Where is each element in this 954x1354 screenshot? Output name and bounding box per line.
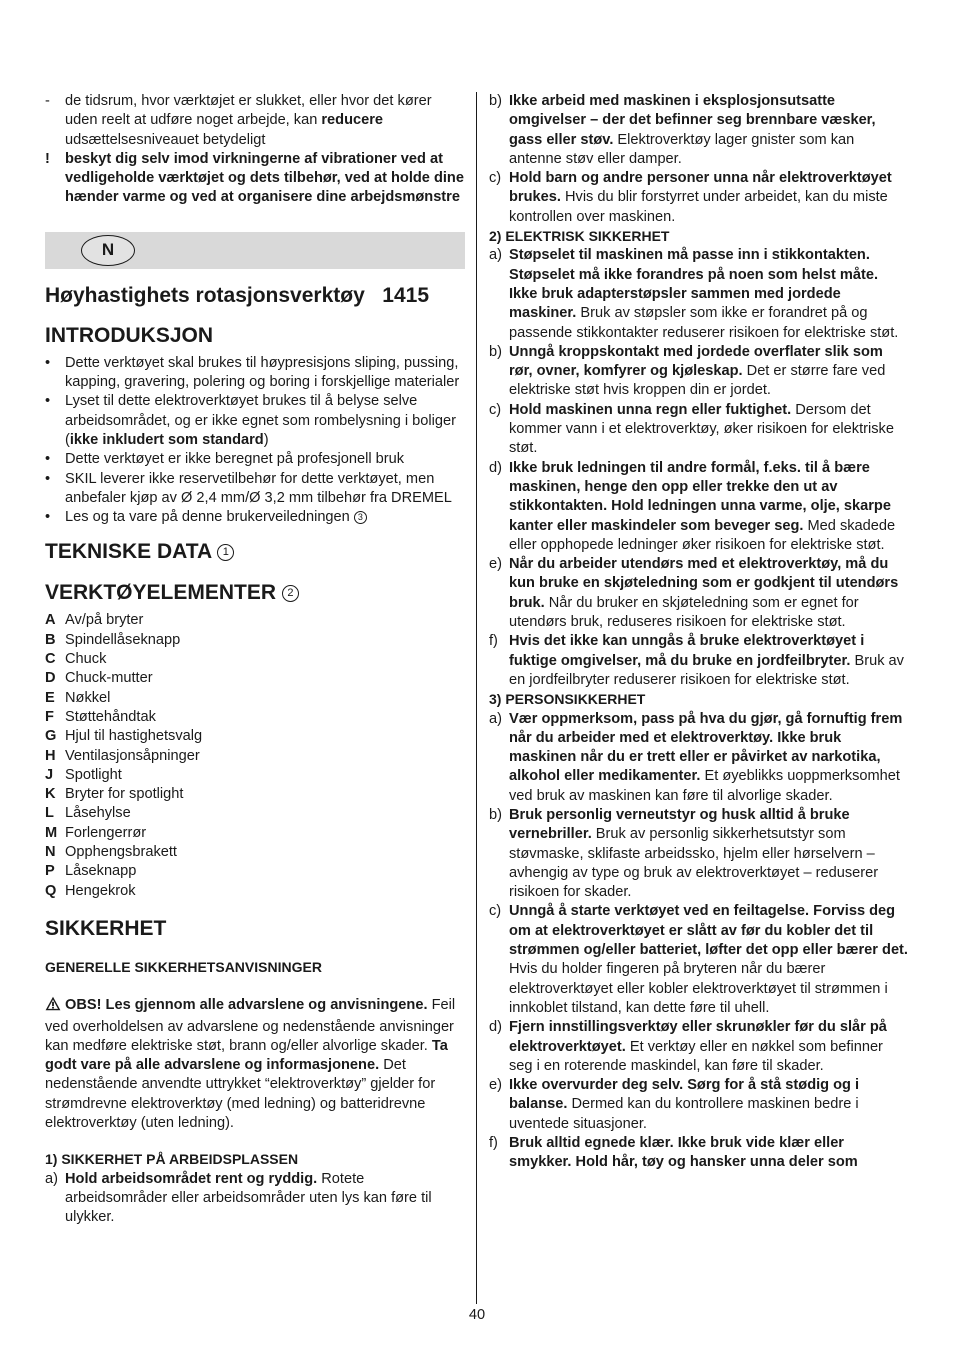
list-item	[489, 459, 909, 555]
list-item-text	[509, 459, 909, 555]
text-run: Dette verktøyet er ikke beregnet på profesjonell bruk	[65, 451, 405, 468]
tool-part-item	[45, 669, 465, 688]
bold-text-run: Når du arbeider utendørs med et elektroverktøy, må du kun bruke en skjøteledning som er godkjent til utendørs bruk.	[509, 556, 899, 611]
tool-part-item	[45, 862, 465, 881]
text-run: Hvis du holder fingeren på bryteren når du bærer elektroverktøyet eller kobler elektroverktøyet til strømmen i innkoblet tilstand, kan dette føre til uhell.	[509, 961, 888, 1016]
introduksjon-heading: INTRODUKSJON	[45, 323, 214, 347]
list-marker: a)	[489, 247, 502, 264]
tool-part-key: K	[45, 786, 56, 803]
section1-items-left	[45, 1170, 465, 1228]
list-item	[489, 169, 909, 227]
bold-text-run: Ikke overvurder deg selv. Sørg for å stå stødig og i balanse.	[509, 1077, 860, 1113]
list-item	[489, 343, 909, 401]
text-run: Med skadede eller opphopede ledninger øker risikoen for elektriske støt.	[509, 517, 896, 553]
tool-part-key: L	[45, 805, 54, 822]
list-item	[489, 1134, 909, 1173]
list-item	[45, 92, 465, 150]
bold-text-run: Vær oppmerksom, pass på hva du gjør, gå fornuftig frem når du arbeider med et elektroverktøy. Ikke bruk maskinen når du er trett eller er påvirket av narkotika, alkohol eller medikamenter.	[509, 710, 903, 785]
list-marker: a)	[45, 1170, 58, 1187]
text-run: )	[263, 431, 269, 448]
section2-items	[489, 246, 909, 690]
text-run: Bruk av støpsler som ikke er forandret på og passende stikkontakter reduserer risikoen for elektriske støt.	[509, 305, 899, 341]
tool-part-key: B	[45, 631, 56, 648]
figure-ref-3: 3	[354, 511, 367, 524]
tool-part-label: Bryter for spotlight	[65, 786, 184, 803]
text-run: udsættelsesniveauet betydeligt	[65, 131, 266, 148]
bold-text-run: Hold barn og andre personer unna når elektroverktøyet brukes.	[509, 170, 892, 206]
list-marker: b)	[489, 806, 502, 823]
section2-heading: 2) ELEKTRISK SIKKERHET	[489, 228, 670, 245]
warning-triangle-icon	[45, 996, 61, 1017]
language-banner	[45, 232, 465, 269]
bold-text-run: Hold arbeidsområdet rent og ryddig.	[65, 1170, 318, 1187]
list-marker: c)	[489, 170, 502, 187]
bold-text-run: OBS! Les gjennom alle advarslene og anvisningene.	[65, 997, 428, 1014]
list-item	[489, 1018, 909, 1076]
list-marker: f)	[489, 1135, 498, 1152]
text-run: Dermed kan du kontrollere maskinen bedre i uventede situasjoner.	[509, 1096, 859, 1132]
product-number: 1415	[382, 283, 429, 307]
tool-part-label: Opphengsbrakett	[65, 844, 177, 861]
tool-part-label: Chuck	[65, 651, 107, 668]
section1-items-right	[489, 92, 909, 227]
text-run: Rotete arbeidsområder eller arbeidsområder uten lys kan føre til ulykker.	[65, 1170, 432, 1226]
product-title	[45, 283, 465, 309]
tool-part-key: H	[45, 747, 56, 764]
list-marker: •	[45, 354, 51, 371]
list-item	[45, 150, 465, 208]
list-item-text	[509, 246, 909, 342]
tool-part-key: G	[45, 728, 57, 745]
text-run: Lyset til dette elektroverktøyet brukes til å belyse selve arbeidsområdet, og er ikke egnet som rombelysning i boliger (	[65, 393, 456, 448]
text-run: de tidsrum, hvor værktøjet er slukket, eller hvor det kører uden reelt at udføre noget arbejde, kan	[65, 93, 432, 129]
text-run: Det er større fare ved elektriske støt hvis kroppen din er jordet.	[509, 363, 886, 399]
text-run: Når du bruker en skjøteledning som er egnet for utendørs bruk, reduseres risikoen for elektriske støt.	[509, 594, 859, 631]
tool-part-label: Støttehåndtak	[65, 708, 156, 725]
tool-part-label: Spindellåseknapp	[65, 631, 181, 648]
text-run: Dersom det kommer vann i et elektroverktøy, øker risikoen for elektriske støt.	[509, 401, 894, 457]
list-item	[489, 555, 909, 632]
text-run: Elektroverktøy lager gnister som kan antenne støv eller damper.	[509, 131, 855, 167]
bold-text-run: Ikke bruk ledningen til andre formål, f.eks. til å bære maskinen, henge den opp eller trekke den ut av stikkontakten. Hold ledningen unna varme, olje, skarpe kanter eller maskindeler som beveger seg.	[509, 459, 891, 534]
tool-part-key: C	[45, 651, 56, 668]
list-item-text	[509, 343, 909, 401]
tool-part-key: A	[45, 612, 56, 629]
list-item-text	[65, 508, 465, 527]
list-item-text	[509, 806, 909, 902]
list-item	[489, 632, 909, 690]
tool-part-label: Låsehylse	[65, 805, 131, 822]
list-marker: •	[45, 509, 51, 526]
tool-part-label: Hengekrok	[65, 882, 136, 899]
tool-part-key: Q	[45, 882, 57, 899]
bold-text-run: Unngå kroppskontakt med jordede overflater slik som rør, ovner, komfyrer og kjøleskap.	[509, 343, 883, 380]
list-item	[45, 450, 465, 469]
intro-items-list	[45, 92, 465, 208]
list-item	[489, 246, 909, 342]
tool-part-label: Låseknapp	[65, 863, 137, 880]
list-marker: -	[45, 93, 50, 109]
list-item-text	[65, 450, 465, 469]
bold-text-run: Hvis det ikke kan unngås å bruke elektroverktøyet i fuktige omgivelser, må du bruke en jordfeilbryter.	[509, 633, 865, 669]
left-column	[45, 92, 465, 1227]
section3-heading: 3) PERSONSIKKERHET	[489, 691, 646, 708]
tool-part-key: M	[45, 824, 58, 841]
list-item	[489, 902, 909, 1018]
text-run: Det nedenstående anvendte uttrykket “elektroverktøy” gjelder for strømdrevne elektroverktøy (med ledning) og batteridrevne elektroverktøy (uten ledning).	[45, 1057, 436, 1131]
text-run: SKIL leverer ikke reservetilbehør for dette verktøyet, men anbefaler kjøp av Ø 2,4 mm/Ø 3,2 mm tilbehør fra DREMEL	[65, 470, 452, 506]
section1-heading: 1) SIKKERHET PÅ ARBEIDSPLASSEN	[45, 1151, 299, 1168]
warning-text	[45, 997, 455, 1131]
list-item-text	[65, 150, 465, 208]
list-marker: f)	[489, 633, 498, 650]
tool-part-item	[45, 785, 465, 804]
list-item	[45, 1170, 465, 1228]
tool-part-key: J	[45, 766, 54, 783]
tekniske-data-heading	[45, 539, 465, 565]
tool-part-item	[45, 843, 465, 862]
list-item	[489, 806, 909, 902]
sikkerhet-heading: SIKKERHET	[45, 916, 167, 940]
tool-part-key: D	[45, 670, 56, 687]
list-marker: •	[45, 393, 51, 410]
text-run: Feil ved overholdelsen av advarslene og nedenstående anvisninger kan medføre elektriske støt, brann og/eller alvorlige skader.	[45, 997, 456, 1054]
tool-part-label: Spotlight	[65, 766, 122, 783]
tool-part-item	[45, 824, 465, 843]
list-item-text	[509, 1018, 909, 1076]
tool-parts-list	[45, 611, 465, 900]
text-run: Hvis du blir forstyrret under arbeidet, kan du miste kontrollen over maskinen.	[509, 189, 888, 225]
tool-part-label: Hjul til hastighetsvalg	[65, 728, 203, 745]
tool-part-item	[45, 727, 465, 746]
list-marker: •	[45, 470, 51, 487]
tool-part-item	[45, 747, 465, 766]
list-item-text	[509, 632, 909, 690]
list-item-text	[509, 169, 909, 227]
tool-part-item	[45, 804, 465, 823]
tool-part-item	[45, 689, 465, 708]
list-item	[45, 508, 465, 527]
introduksjon-list	[45, 354, 465, 528]
right-column	[489, 92, 909, 1173]
list-item-text	[65, 354, 465, 393]
figure-ref-1: 1	[217, 544, 234, 561]
page-number: 40	[468, 1307, 486, 1323]
list-item-text	[509, 92, 909, 169]
list-item-text	[509, 710, 909, 806]
bold-text-run: Ta godt vare på alle advarslene og informasjonene.	[45, 1037, 448, 1074]
list-item-text	[509, 1076, 909, 1134]
product-title-text: Høyhastighets rotasjonsverktøy	[45, 283, 365, 307]
tool-part-label: Forlengerrør	[65, 824, 147, 841]
tool-part-item	[45, 882, 465, 901]
column-divider	[476, 92, 477, 1304]
text-run: Les og ta vare på denne brukerveiledningen	[65, 509, 350, 526]
tool-part-label: Nøkkel	[65, 689, 111, 706]
text-run: Bruk av personlig sikkerhetsutstyr som støvmaske, sklifaste arbeidssko, hjelm eller hørselvern – avhengig av type og bruk av elektroverktøyet – reduserer risikoen for skader.	[509, 826, 879, 901]
tool-part-label: Ventilasjonsåpninger	[65, 747, 200, 764]
list-marker: c)	[489, 903, 502, 920]
list-marker: c)	[489, 401, 502, 418]
tool-part-key: P	[45, 863, 55, 880]
list-item	[45, 354, 465, 393]
tool-part-key: E	[45, 689, 55, 706]
verktoyelementer-heading-text: VERKTØYELEMENTER	[45, 581, 277, 605]
list-marker: e)	[489, 556, 502, 573]
list-item-text	[509, 902, 909, 1018]
list-item	[489, 401, 909, 459]
tool-part-item	[45, 631, 465, 650]
list-marker: d)	[489, 1019, 502, 1036]
list-marker: !	[45, 150, 50, 167]
bold-text-run: Ikke arbeid med maskinen i eksplosjonsutsatte omgivelser – der det befinner seg brennbare væsker, gass eller støv.	[509, 93, 876, 148]
section3-items	[489, 710, 909, 1173]
bold-text-run: Hold maskinen unna regn eller fuktighet.	[509, 401, 792, 418]
list-item	[45, 470, 465, 509]
tool-part-key: F	[45, 708, 54, 725]
text-run: Et verktøy eller en nøkkel som befinner seg i en roterende maskindel, kan føre til skader.	[509, 1038, 883, 1074]
tool-part-key: N	[45, 844, 56, 861]
tool-part-item	[45, 708, 465, 727]
general-safety-subheading: GENERELLE SIKKERHETSANVISNINGER	[45, 958, 322, 975]
tekniske-data-heading-text: TEKNISKE DATA	[45, 540, 212, 564]
list-item-text	[509, 555, 909, 632]
bold-text-run: Unngå å starte verktøyet ved en feiltagelse. Forviss deg om at elektroverktøyet er slått av før du kobler det til strømmen og/eller batteriet, løfter det opp eller bærer det.	[509, 903, 908, 959]
list-item-text	[65, 392, 465, 450]
text-run: Et øyeblikks uoppmerksomhet ved bruk av maskinen kan føre til alvorlige skader.	[509, 768, 900, 804]
list-marker: •	[45, 451, 51, 468]
list-item	[489, 92, 909, 169]
list-item-text	[65, 1170, 465, 1228]
text-run: Bruk av en jordfeilbryter reduserer risikoen for elektriske støt.	[509, 652, 904, 688]
list-item-text	[65, 470, 465, 509]
tool-part-label: Chuck-mutter	[65, 670, 153, 687]
bold-text-run: beskyt dig selv imod virkningerne af vibrationer ved at vedligeholde værktøjet og dets tilbehør, ved at holde dine hænder varme og ved at organisere dine arbejdsmønstre	[65, 150, 464, 206]
tool-part-label: Av/på bryter	[65, 612, 144, 629]
list-item	[489, 1076, 909, 1134]
text-run: Dette verktøyet skal brukes til høypresisjons sliping, pussing, kapping, gravering, polering og boring i forskjellige materialer	[65, 354, 460, 391]
bold-text-run: Bruk alltid egnede klær. Ikke bruk vide klær eller smykker. Hold hår, tøy og hansker unna deler som	[509, 1135, 858, 1171]
list-marker: a)	[489, 710, 502, 727]
list-marker: b)	[489, 343, 502, 360]
list-marker: d)	[489, 459, 502, 476]
bold-text-run: reducere	[321, 112, 384, 129]
figure-ref-2: 2	[282, 585, 299, 602]
tool-part-item	[45, 766, 465, 785]
verktoyelementer-heading	[45, 580, 465, 606]
bold-text-run: ikke inkludert som standard	[69, 431, 264, 448]
bold-text-run: Støpselet til maskinen må passe inn i stikkontakten. Støpselet må ikke forandres på noen som helst måte. Ikke bruk adapterstøpsler sammen med jordede maskiner.	[509, 247, 879, 322]
list-item-text	[509, 1134, 909, 1173]
bold-text-run: Fjern innstillingsverktøy eller skrunøkler før du slår på elektroverktøyet.	[509, 1019, 887, 1055]
language-badge: N	[81, 235, 135, 266]
list-marker: b)	[489, 93, 502, 109]
list-item	[45, 392, 465, 450]
warning-paragraph	[45, 996, 465, 1133]
list-item	[489, 710, 909, 806]
tool-part-item	[45, 650, 465, 669]
list-marker: e)	[489, 1077, 502, 1094]
list-item-text	[509, 401, 909, 459]
bold-text-run: Bruk personlig verneutstyr og husk alltid å bruke vernebriller.	[509, 806, 850, 843]
list-item-text	[65, 92, 465, 150]
tool-part-item	[45, 611, 465, 630]
